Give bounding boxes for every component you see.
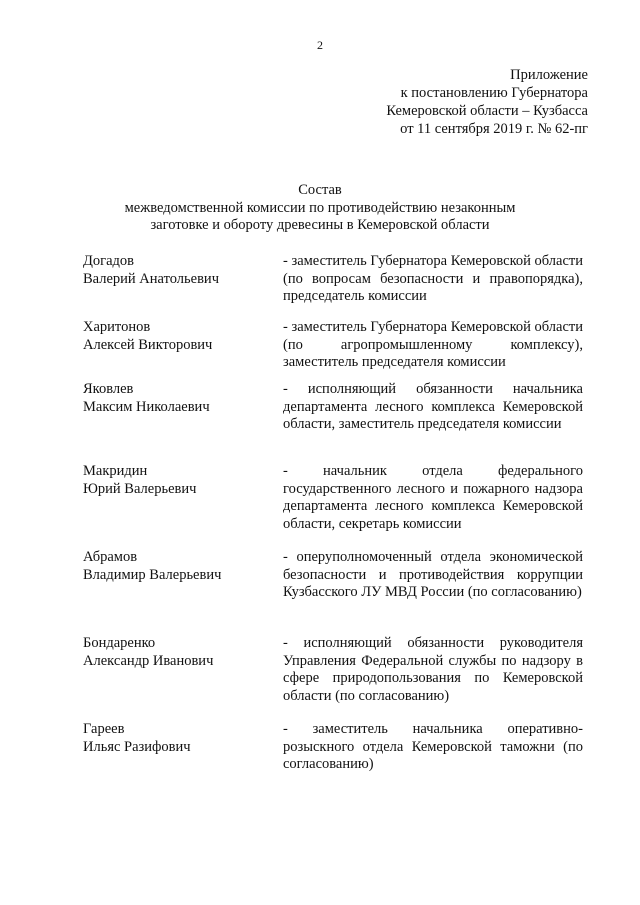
appendix-line: Кемеровской области – Кузбасса bbox=[386, 103, 588, 119]
member-role: - заместитель начальника оперативно-розыскного отдела Кемеровской таможни (по согласованию) bbox=[283, 721, 583, 772]
member-surname: Яковлев bbox=[83, 381, 134, 397]
member-given-name: Юрий Валерьевич bbox=[83, 480, 197, 497]
member-role: - начальник отдела федерального государственного лесного и пожарного надзора департамента лесного комплекса Кемеровской области, секретарь комиссии bbox=[283, 463, 583, 532]
member-given-name: Максим Николаевич bbox=[83, 398, 210, 415]
member-role: - исполняющий обязанности руководителя Управления Федеральной службы по надзору в сфере природопользования по Кемеровской области (по согласованию) bbox=[283, 635, 583, 704]
member-surname: Догадов bbox=[83, 253, 134, 269]
member-given-name: Владимир Валерьевич bbox=[83, 566, 222, 583]
member-surname: Макридин bbox=[83, 463, 148, 479]
appendix-header bbox=[328, 66, 588, 138]
member-surname: Абрамов bbox=[83, 549, 138, 565]
member-given-name: Валерий Анатольевич bbox=[83, 270, 219, 287]
member-name bbox=[83, 721, 283, 756]
member-row bbox=[83, 635, 583, 721]
page-number: 2 bbox=[317, 38, 323, 52]
member-row bbox=[83, 721, 583, 783]
appendix-line: от 11 сентября 2019 г. № 62-пг bbox=[400, 121, 588, 137]
member-surname: Бондаренко bbox=[83, 635, 156, 651]
appendix-line: Приложение bbox=[510, 67, 588, 83]
member-surname: Гареев bbox=[83, 721, 125, 737]
member-row bbox=[83, 549, 583, 635]
member-name bbox=[83, 463, 283, 498]
member-name bbox=[83, 549, 283, 584]
member-given-name: Ильяс Разифович bbox=[83, 738, 191, 755]
commission-members-list bbox=[83, 253, 583, 783]
title-line: заготовке и обороту древесины в Кемеровской области bbox=[150, 217, 490, 233]
member-given-name: Алексей Викторович bbox=[83, 336, 213, 353]
member-given-name: Александр Иванович bbox=[83, 652, 214, 669]
member-name bbox=[83, 319, 283, 354]
member-name bbox=[83, 635, 283, 670]
member-row bbox=[83, 319, 583, 381]
title-line: Состав bbox=[298, 182, 342, 198]
appendix-line: к постановлению Губернатора bbox=[400, 85, 588, 101]
member-role: - заместитель Губернатора Кемеровской области (по вопросам безопасности и правопорядка), председатель комиссии bbox=[283, 253, 583, 304]
member-name bbox=[83, 253, 283, 288]
member-role: - исполняющий обязанности начальника департамента лесного комплекса Кемеровской области, заместитель председателя комиссии bbox=[283, 381, 583, 432]
member-surname: Харитонов bbox=[83, 319, 151, 335]
member-row bbox=[83, 253, 583, 319]
document-title bbox=[80, 182, 560, 235]
member-row bbox=[83, 381, 583, 463]
member-role: - заместитель Губернатора Кемеровской области (по агропромышленному комплексу), заместитель председателя комиссии bbox=[283, 319, 583, 370]
member-row bbox=[83, 463, 583, 549]
title-line: межведомственной комиссии по противодействию незаконным bbox=[124, 199, 516, 216]
member-name bbox=[83, 381, 283, 416]
member-role: - оперуполномоченный отдела экономической безопасности и противодействия коррупции Кузбасского ЛУ МВД России (по согласованию) bbox=[283, 549, 583, 600]
